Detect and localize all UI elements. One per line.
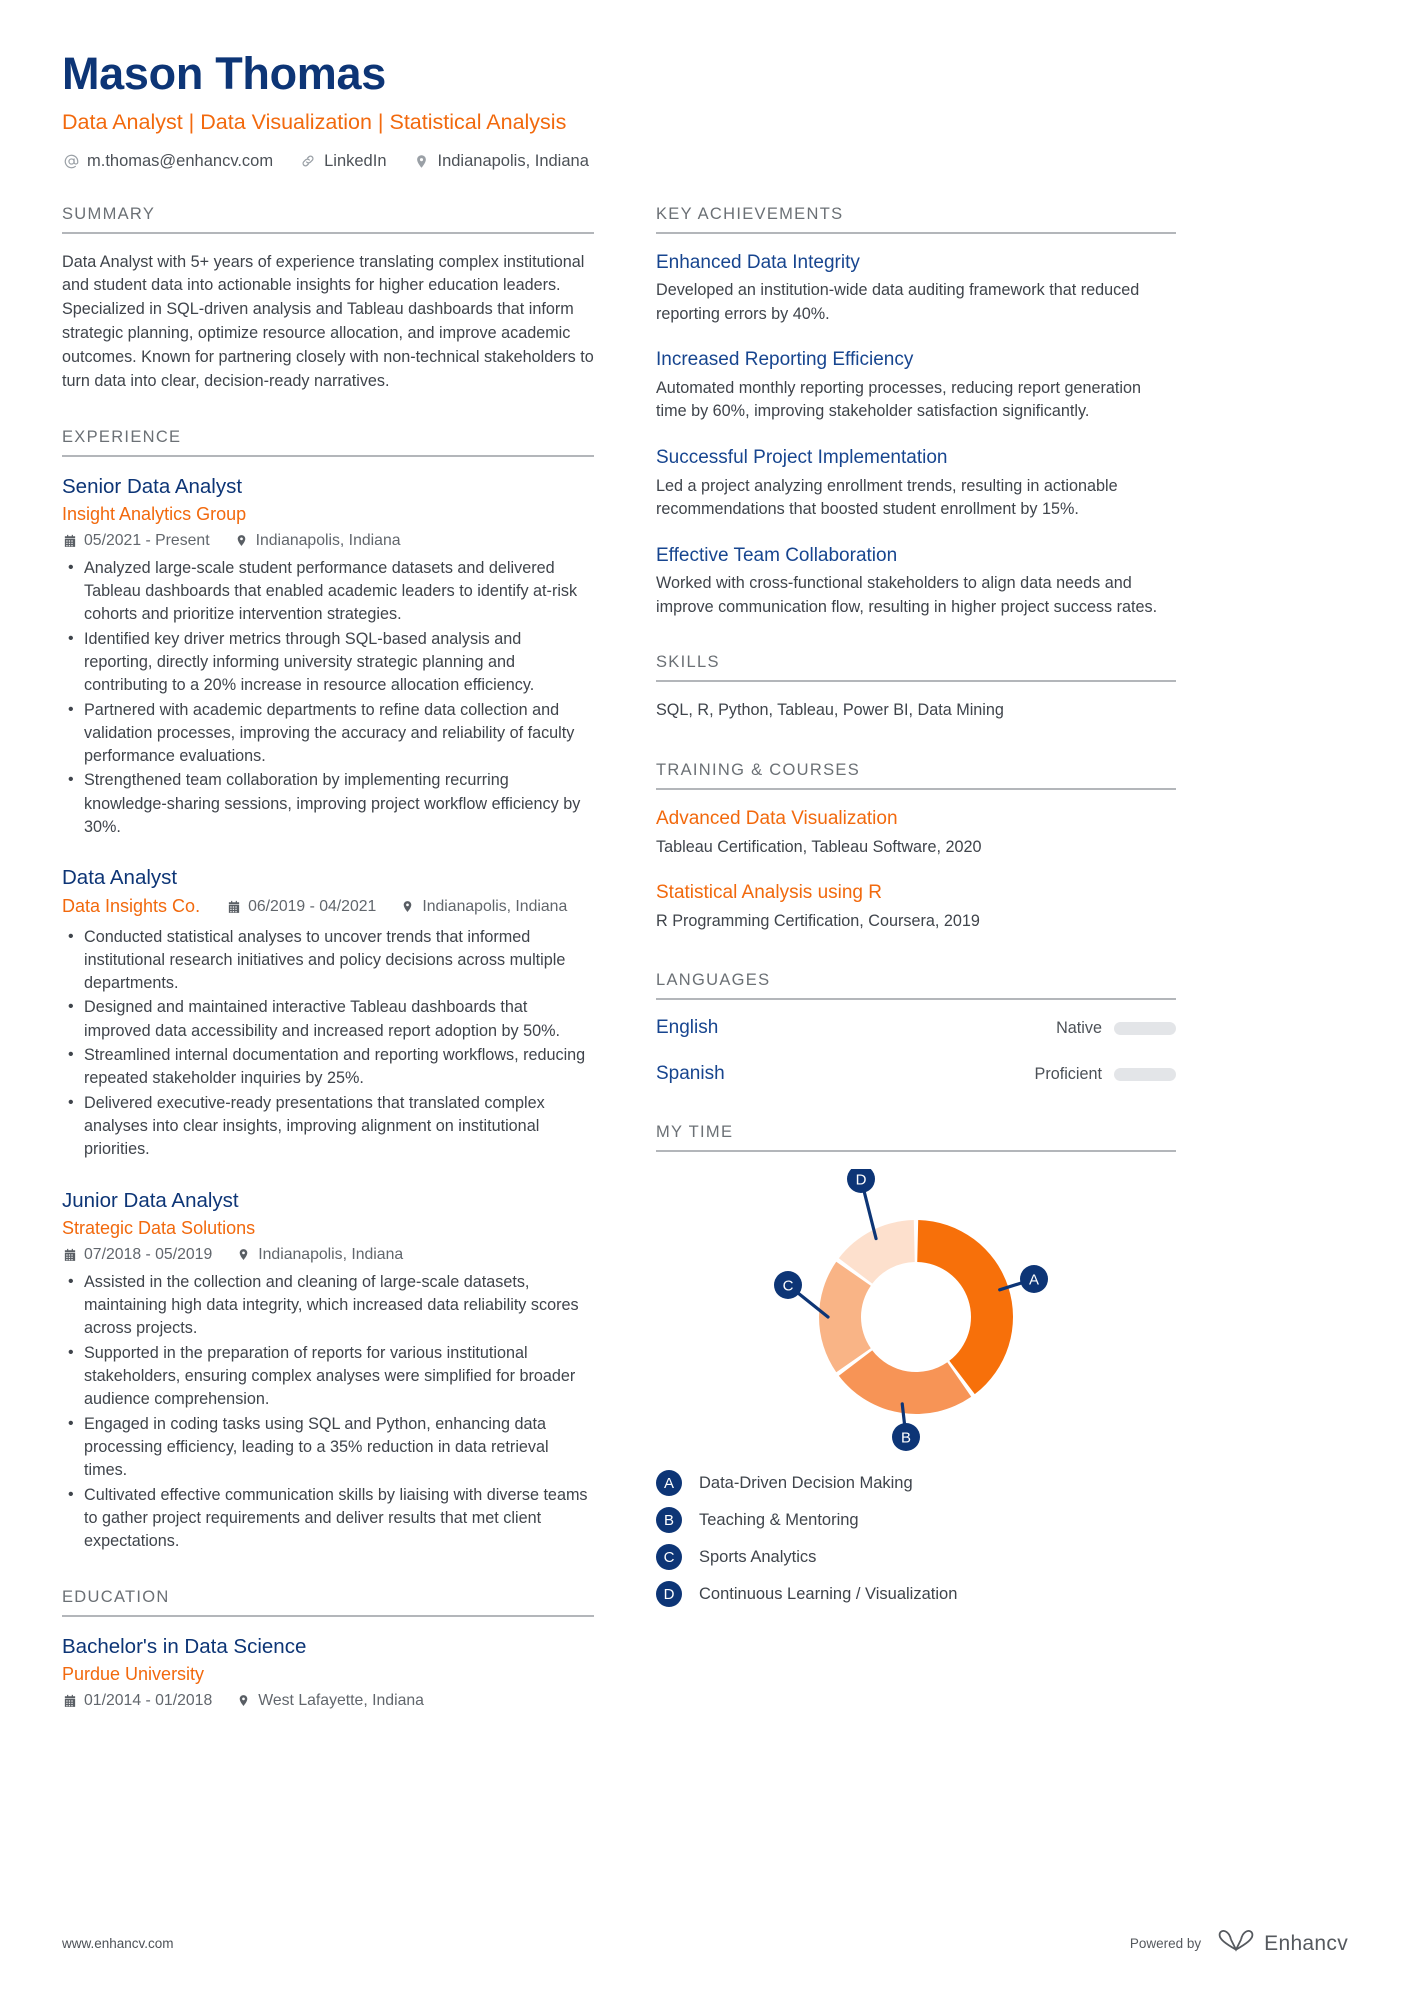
donut-chart — [766, 1169, 1066, 1454]
legend-item — [656, 1470, 1176, 1496]
section-key-achievements-heading: KEY ACHIEVEMENTS — [656, 205, 1176, 234]
job-dates — [62, 532, 210, 550]
job-location-text: Indianapolis, Indiana — [422, 897, 568, 915]
job-bullet: • Identified key driver metrics through SQL-based analysis and reporting, directly informing university strategic planning and contributing to a 20% increase in resource allocation efficiency. — [62, 628, 594, 698]
section-skills-heading: SKILLS — [656, 653, 1176, 682]
legend-item — [656, 1544, 1176, 1570]
training-title: Statistical Analysis using R — [656, 882, 882, 904]
language-item — [656, 1017, 1176, 1039]
section-education — [62, 1588, 594, 1710]
donut-badge-label-d: D — [855, 1171, 867, 1189]
location-pin-icon — [400, 899, 415, 914]
experience-entry — [62, 1188, 594, 1554]
my-time-chart — [656, 1169, 1176, 1454]
job-meta — [62, 1246, 594, 1264]
calendar-icon — [62, 1248, 77, 1262]
achievement-item — [656, 446, 1176, 522]
section-training — [656, 761, 1176, 933]
job-bullet: • Designed and maintained interactive Tableau dashboards that improved data accessibility and increased report adoption by 50%. — [62, 996, 594, 1043]
legend-label-a: Data-Driven Decision Making — [699, 1473, 913, 1492]
job-bullet: • Conducted statistical analyses to uncover trends that informed institutional research initiatives and policy decisions across multiple departments. — [62, 926, 594, 996]
legend-item — [656, 1581, 1176, 1607]
job-dates — [62, 1246, 212, 1264]
achievement-desc: Automated monthly reporting processes, reducing report generation time by 60%, improving stakeholder satisfaction significantly. — [656, 378, 1142, 421]
job-meta — [62, 532, 594, 550]
job-location-text: Indianapolis, Indiana — [258, 1245, 404, 1263]
job-bullets — [62, 926, 594, 1162]
language-item — [656, 1063, 1176, 1085]
legend-label-b: Teaching & Mentoring — [699, 1510, 859, 1529]
calendar-icon — [226, 900, 241, 914]
footer-url[interactable]: www.enhancv.com — [62, 1936, 174, 1951]
job-bullet: • Streamlined internal documentation and reporting workflows, reducing repeated stakeholder inquiries by 25%. — [62, 1044, 594, 1091]
job-title: Data Analyst — [62, 866, 178, 890]
language-list — [656, 1017, 1176, 1085]
job-dates-text: 05/2021 - Present — [84, 531, 210, 549]
achievement-desc: Led a project analyzing enrollment trends, resulting in actionable recommendations that boosted student enrollment by 15%. — [656, 476, 1118, 519]
job-location — [234, 532, 401, 550]
footer-powered-by: Powered by — [1129, 1936, 1202, 1951]
training-item — [656, 881, 1176, 933]
job-bullet: • Engaged in coding tasks using SQL and Python, enhancing data processing efficiency, leading to a 35% reduction in data retrieval times. — [62, 1413, 594, 1483]
training-desc: R Programming Certification, Coursera, 2019 — [656, 911, 980, 930]
achievement-item — [656, 251, 1176, 327]
section-experience-heading: EXPERIENCE — [62, 428, 594, 457]
link-icon — [299, 153, 317, 169]
job-bullets — [62, 557, 594, 840]
left-column — [62, 205, 594, 1718]
contact-location-text: Indianapolis, Indiana — [437, 151, 589, 170]
legend-label-d: Continuous Learning / Visualization — [699, 1584, 958, 1603]
right-column — [656, 205, 1176, 1718]
achievement-title: Increased Reporting Efficiency — [656, 349, 914, 371]
job-bullet: • Analyzed large-scale student performance datasets and delivered Tableau dashboards that enabled academic leaders to identify at-risk cohorts and prioritize intervention strategies. — [62, 557, 594, 627]
language-level: Proficient — [1034, 1064, 1102, 1083]
resume-header — [62, 48, 1348, 171]
legend-badge-d: D — [656, 1581, 682, 1607]
language-proficiency-bar — [1114, 1068, 1176, 1081]
page-footer — [62, 1928, 1348, 1959]
location-pin-icon — [236, 1693, 251, 1708]
legend-badge-a: A — [656, 1470, 682, 1496]
education-location — [236, 1692, 424, 1710]
at-icon — [62, 153, 80, 170]
legend-item — [656, 1507, 1176, 1533]
donut-badge-label-a: A — [1028, 1271, 1040, 1289]
company-name: Insight Analytics Group — [62, 504, 247, 525]
donut-slice-a — [917, 1220, 1013, 1394]
job-org-meta-row — [62, 895, 594, 918]
job-bullet: • Supported in the preparation of reports for various institutional stakeholders, ensuring complex analyses were simplified for broader audience comprehension. — [62, 1342, 594, 1412]
section-summary — [62, 205, 594, 394]
location-pin-icon — [234, 533, 249, 548]
training-desc: Tableau Certification, Tableau Software, 2020 — [656, 837, 982, 856]
language-name: Spanish — [656, 1063, 725, 1085]
donut-badge-label-b: B — [900, 1429, 912, 1447]
company-name: Data Insights Co. — [62, 896, 201, 917]
language-proficiency-bar — [1114, 1022, 1176, 1035]
enhancv-logo-icon — [1217, 1928, 1255, 1959]
calendar-icon — [62, 534, 77, 548]
contact-linkedin[interactable] — [299, 152, 386, 171]
job-dates-text: 07/2018 - 05/2019 — [84, 1245, 213, 1263]
contact-linkedin-text: LinkedIn — [324, 151, 387, 170]
achievement-desc: Worked with cross-functional stakeholders to align data needs and improve communication flow, resulting in higher project success rates. — [656, 574, 1158, 616]
education-dates-text: 01/2014 - 01/2018 — [84, 1691, 213, 1709]
experience-entries — [62, 474, 594, 1554]
job-location — [400, 898, 567, 916]
legend-label-c: Sports Analytics — [699, 1547, 817, 1566]
section-training-heading: TRAINING & COURSES — [656, 761, 1176, 790]
language-name: English — [656, 1017, 719, 1039]
job-title: Junior Data Analyst — [62, 1188, 239, 1212]
section-education-heading: EDUCATION — [62, 1588, 594, 1617]
education-dates — [62, 1692, 212, 1710]
education-location-text: West Lafayette, Indiana — [258, 1691, 424, 1709]
section-my-time-heading: MY TIME — [656, 1123, 1176, 1152]
job-bullet: • Partnered with academic departments to refine data collection and validation processes, improving the accuracy and reliability of faculty performance evaluations. — [62, 699, 594, 769]
summary-text: Data Analyst with 5+ years of experience translating complex institutional and student data into actionable insights for higher education leaders. Specialized in SQL-driven analysis and Tableau dashboards that inform strategic planning, optimize resource allocation, and improve academic outcomes. Known for partnering closely with non-technical stakeholders to turn data into clear, decision-ready narratives. — [62, 252, 594, 390]
section-summary-heading: SUMMARY — [62, 205, 594, 234]
training-title: Advanced Data Visualization — [656, 808, 898, 830]
company-name: Strategic Data Solutions — [62, 1218, 256, 1239]
my-time-legend — [656, 1470, 1176, 1607]
achievement-title: Effective Team Collaboration — [656, 544, 898, 566]
experience-entry — [62, 474, 594, 840]
job-location — [236, 1246, 403, 1264]
job-bullets — [62, 1271, 594, 1554]
achievement-item — [656, 348, 1176, 424]
school-name: Purdue University — [62, 1664, 205, 1685]
language-level: Native — [1056, 1018, 1102, 1037]
location-pin-icon — [236, 1247, 251, 1262]
section-languages — [656, 971, 1176, 1085]
job-dates — [226, 898, 376, 916]
achievement-item — [656, 544, 1176, 620]
job-dates-text: 06/2019 - 04/2021 — [248, 897, 377, 915]
legend-badge-c: C — [656, 1544, 682, 1570]
education-entry — [62, 1634, 594, 1710]
achievement-desc: Developed an institution-wide data auditing framework that reduced reporting errors by 40%. — [656, 281, 1140, 323]
job-bullet: • Cultivated effective communication skills by liaising with diverse teams to gather project requirements and deliver results that met client expectations. — [62, 1484, 594, 1554]
contact-email-text: m.thomas@enhancv.com — [87, 151, 274, 170]
job-location-text: Indianapolis, Indiana — [255, 531, 401, 549]
footer-brand — [1130, 1928, 1348, 1959]
legend-badge-b: B — [656, 1507, 682, 1533]
contact-email[interactable] — [62, 152, 273, 171]
degree-title: Bachelor's in Data Science — [62, 1634, 307, 1658]
candidate-headline: Data Analyst | Data Visualization | Statistical Analysis — [62, 109, 567, 134]
resume-body — [62, 205, 1348, 1718]
experience-entry — [62, 865, 594, 1161]
job-bullet: • Delivered executive-ready presentations that translated complex analyses into clear insights, improving alignment on institutional priorities. — [62, 1092, 594, 1162]
donut-badge-label-c: C — [782, 1277, 794, 1295]
contact-row — [62, 152, 1348, 171]
footer-brand-text: Enhancv — [1264, 1931, 1348, 1955]
column-gap — [594, 205, 656, 1718]
contact-location — [413, 152, 589, 171]
section-languages-heading: LANGUAGES — [656, 971, 1176, 1000]
achievement-title: Enhanced Data Integrity — [656, 251, 860, 273]
education-meta — [62, 1692, 594, 1710]
section-experience — [62, 428, 594, 1554]
training-list — [656, 807, 1176, 933]
achievement-list — [656, 251, 1176, 620]
training-item — [656, 807, 1176, 859]
job-bullet: • Strengthened team collaboration by implementing recurring knowledge-sharing sessions, improving project workflow efficiency by 30%. — [62, 769, 594, 839]
job-meta — [226, 898, 591, 916]
job-bullet: • Assisted in the collection and cleaning of large-scale datasets, maintaining high data integrity, which increased data reliability scores across projects. — [62, 1271, 594, 1341]
skills-text: SQL, R, Python, Tableau, Power BI, Data Mining — [656, 701, 1004, 720]
section-my-time — [656, 1123, 1176, 1607]
section-skills — [656, 653, 1176, 723]
achievement-title: Successful Project Implementation — [656, 446, 948, 468]
candidate-name: Mason Thomas — [62, 48, 386, 99]
section-key-achievements — [656, 205, 1176, 620]
job-title: Senior Data Analyst — [62, 474, 243, 498]
calendar-icon — [62, 1694, 77, 1708]
location-pin-icon — [413, 153, 431, 170]
